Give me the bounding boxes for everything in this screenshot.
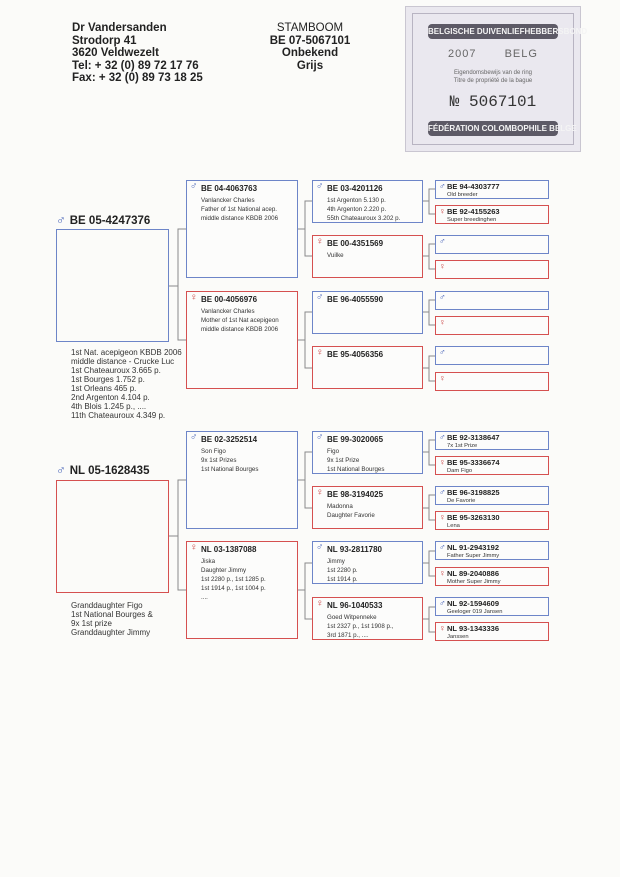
ring-number: BE 04-4063763: [201, 184, 258, 193]
female-icon: ♀: [316, 487, 324, 498]
bird-info: Geeloger 019 Jansen: [447, 609, 503, 615]
ring-number: NL 93-2811780: [327, 545, 383, 554]
pedigree-box-g3: [435, 291, 549, 310]
female-icon: ♀: [439, 457, 446, 467]
bird-info: 7x 1st Prize: [447, 443, 478, 449]
male-icon: ♂: [439, 236, 446, 246]
pedigree-box-g3: [435, 260, 549, 279]
bird-info: [327, 447, 384, 474]
ring-number: BE 96-3198825: [447, 488, 500, 497]
pedigree-box-g2: [312, 180, 423, 223]
ring-number: BE 00-4351569: [327, 239, 384, 248]
info-line: Mother of 1st Nat acepigeon: [201, 317, 279, 324]
ring-number: BE 02-3252514: [201, 435, 258, 444]
pedigree-box-g1-sire-dam: [186, 291, 298, 389]
sire-notes: [71, 348, 182, 420]
ring-number: NL 92-1594609: [447, 599, 499, 608]
pedigree-box-g3: [435, 316, 549, 335]
pedigree-box-g3: [435, 456, 549, 475]
info-line: Daughter Jimmy: [201, 567, 247, 574]
pedigree-box-g3: [435, 486, 549, 505]
male-icon: ♂: [316, 181, 324, 192]
pedigree-box-g3: [435, 372, 549, 391]
pedigree-box-g3: [435, 346, 549, 365]
info-line: 1st 2280 p., 1st 1285 p.: [201, 576, 266, 583]
info-line: 55th Chateauroux 3.202 p.: [327, 215, 401, 222]
info-line: 9x 1st Prizes: [201, 457, 237, 464]
info-line: Madonna: [327, 503, 353, 510]
pedigree-box-g3: [435, 235, 549, 254]
info-line: 1st 1914 p.: [327, 576, 358, 583]
pedigree-box-g1-dam-sire: [186, 431, 298, 529]
male-icon: ♂: [316, 542, 324, 553]
ring-number: BE 92-4155263: [447, 207, 500, 216]
sire-note: 1st Bourges 1.752 p.: [71, 375, 145, 384]
pedigree-box-g2: [312, 431, 423, 474]
bird-info: [201, 557, 266, 602]
info-line: Father of 1st National acep.: [201, 206, 278, 213]
female-icon: ♀: [190, 542, 198, 553]
bird-info: Lena: [447, 523, 460, 529]
male-icon: ♂: [316, 432, 324, 443]
ring-number: BE 92-3138647: [447, 433, 500, 442]
info-line: 9x 1st Prize: [327, 457, 360, 464]
dam-note: 1st National Bourges &: [71, 610, 153, 619]
owner-city: 3620 Veldwezelt: [72, 47, 159, 59]
info-line: 1st 1914 p., 1st 1004 p.: [201, 585, 266, 592]
bird-info: [327, 502, 375, 520]
ring-number: BE 95-4056356: [327, 350, 384, 359]
stamp-year: 2007: [448, 48, 477, 60]
bird-info: [201, 307, 279, 334]
bird-info: Super breedinghen: [447, 217, 497, 223]
sire-note: 2nd Argenton 4.104 p.: [71, 393, 150, 402]
info-line: Vuilke: [327, 252, 344, 259]
bird-info: Father Super Jimmy: [447, 553, 500, 559]
ring-number: BE 94-4303777: [447, 182, 500, 191]
sire-note: middle distance - Crucke Luc: [71, 357, 175, 366]
pedigree-box-g1-dam-dam: [186, 541, 298, 639]
pedigree-box-g2: [312, 541, 423, 584]
ring-number: BE 00-4056976: [201, 295, 258, 304]
info-line: Jiska: [201, 558, 216, 565]
stamp-country: BELG: [504, 48, 538, 60]
sire-note: 4th Blois 1.245 p., ....: [71, 402, 147, 411]
female-icon: ♀: [316, 598, 324, 609]
owner-name: Dr Vandersanden: [72, 22, 167, 34]
pedigree-box-g3: [435, 205, 549, 224]
sire-photo-frame: [56, 229, 169, 342]
info-line: Figo: [327, 448, 340, 455]
pedigree-box-g1-sire-sire: [186, 180, 298, 278]
male-icon: ♂: [190, 432, 198, 443]
ring-number: NL 89-2040886: [447, 569, 499, 578]
pedigree-box-g3: [435, 622, 549, 641]
info-line: 4th Argenton 2.220 p.: [327, 206, 387, 213]
bird-info: [327, 613, 393, 640]
male-icon: ♂: [316, 292, 324, 303]
bird-info: [327, 557, 358, 584]
bird-info: Old breeder: [447, 192, 478, 198]
male-icon: ♂: [439, 487, 446, 497]
dam-heading: [56, 462, 149, 477]
male-icon: ♂: [56, 212, 66, 227]
female-icon: ♀: [439, 206, 446, 216]
female-icon: ♀: [439, 373, 446, 383]
info-line: middle distance KBDB 2006: [201, 326, 279, 333]
bird-info: De Favorie: [447, 498, 476, 504]
pedigree-box-g2: [312, 291, 423, 334]
pedigree-box-g3: [435, 511, 549, 530]
info-line: 1st Argenton 5.130 p.: [327, 197, 386, 204]
female-icon: ♀: [316, 236, 324, 247]
owner-street: Strodorp 41: [72, 34, 137, 47]
pedigree-box-g2: [312, 235, 423, 278]
ring-number: BE 98-3194025: [327, 490, 384, 499]
pedigree-box-g3: [435, 597, 549, 616]
sire-note: 1st Orleans 465 p.: [71, 384, 137, 393]
info-line: 1st National Bourges: [201, 466, 259, 473]
bird-info: [201, 196, 278, 223]
pedigree-box-g2: [312, 597, 423, 640]
ring-number: NL 03-1387088: [201, 545, 257, 554]
dam-note: Granddaughter Jimmy: [71, 628, 151, 637]
owner-fax: Fax: + 32 (0) 89 73 18 25: [72, 72, 203, 84]
male-icon: ♂: [439, 598, 446, 608]
stamp-line2: Titre de propriété de la bague: [453, 78, 533, 84]
ring-number: BE 95-3336674: [447, 458, 500, 467]
dam-notes: [71, 601, 153, 637]
pedigree-box-g3: [435, 431, 549, 450]
info-line: ....: [201, 594, 208, 601]
female-icon: ♀: [439, 317, 446, 327]
ring-number: BE 96-4055590: [327, 295, 384, 304]
info-line: Goed Witpenneke: [327, 614, 377, 621]
pedigree-box-g3: [435, 567, 549, 586]
ring-number: NL 96-1040533: [327, 601, 383, 610]
bird-info: [201, 447, 258, 474]
info-line: 1st National Bourges: [327, 466, 385, 473]
sire-note: 11th Chateauroux 4.349 p.: [71, 411, 166, 420]
sire-note: 1st Chateauroux 3.665 p.: [71, 366, 161, 375]
female-icon: ♀: [190, 292, 198, 303]
bird-info: Mother Super Jimmy: [447, 579, 501, 585]
bird-info: Janssen: [447, 634, 469, 640]
male-icon: ♂: [56, 462, 66, 477]
male-icon: ♂: [190, 181, 198, 192]
stamp-number: № 5067101: [449, 93, 537, 111]
info-line: Vanlancker Charles: [201, 308, 255, 315]
pedigree-box-g3: [435, 180, 549, 199]
bird-info: [327, 251, 344, 260]
male-icon: ♂: [439, 347, 446, 357]
dam-photo-frame: [56, 480, 169, 593]
dam-note: 9x 1st prize: [71, 619, 112, 628]
pedigree-box-g2: [312, 346, 423, 389]
ring-number: NL 93-1343336: [447, 624, 499, 633]
male-icon: ♂: [439, 292, 446, 302]
info-line: Jimmy: [327, 558, 345, 565]
pedigree-box-g3: [435, 541, 549, 560]
stamp-bottom-banner: FÉDÉRATION COLOMBOPHILE BELGE: [428, 121, 558, 136]
dam-note: Granddaughter Figo: [71, 601, 143, 610]
female-icon: ♀: [439, 623, 446, 633]
female-icon: ♀: [439, 261, 446, 271]
female-icon: ♀: [439, 512, 446, 522]
info-line: 1st 2327 p., 1st 1908 p.,: [327, 623, 394, 630]
title-name: Onbekend: [281, 47, 339, 59]
info-line: Son Figo: [201, 448, 226, 455]
ring-number: BE 99-3020065: [327, 435, 384, 444]
male-icon: ♂: [439, 542, 446, 552]
female-icon: ♀: [439, 568, 446, 578]
ring-number: BE 03-4201126: [327, 184, 383, 193]
male-icon: ♂: [439, 181, 446, 191]
sire-ring: BE 05-4247376: [69, 215, 151, 227]
info-line: middle distance KBDB 2006: [201, 215, 279, 222]
pedigree-box-g2: [312, 486, 423, 529]
sire-heading: [56, 212, 150, 227]
title-heading: STAMBOOM: [276, 22, 344, 34]
stamp-line1: Eigendomsbewijs van de ring: [453, 70, 533, 76]
info-line: Vanlancker Charles: [201, 197, 255, 204]
owner-tel: Tel: + 32 (0) 89 72 17 76: [72, 59, 199, 72]
bird-info: [327, 196, 400, 223]
title-ring: BE 07-5067101: [269, 34, 351, 47]
sire-note: 1st Nat. acepigeon KBDB 2006: [71, 348, 182, 357]
female-icon: ♀: [316, 347, 324, 358]
male-icon: ♂: [439, 432, 446, 442]
info-line: 1st 2280 p.: [327, 567, 358, 574]
title-color: Grijs: [296, 59, 324, 72]
ring-number: NL 91-2943192: [447, 543, 499, 552]
ring-number: BE 95-3263130: [447, 513, 500, 522]
info-line: 3rd 1871 p., ....: [327, 632, 369, 639]
bird-info: Dam Figo: [447, 468, 473, 474]
dam-ring: NL 05-1628435: [69, 465, 150, 477]
stamp-top-banner: BELGISCHE DUIVENLIEFHEBBERSBOND: [428, 24, 558, 39]
info-line: Daughter Favorie: [327, 512, 375, 519]
